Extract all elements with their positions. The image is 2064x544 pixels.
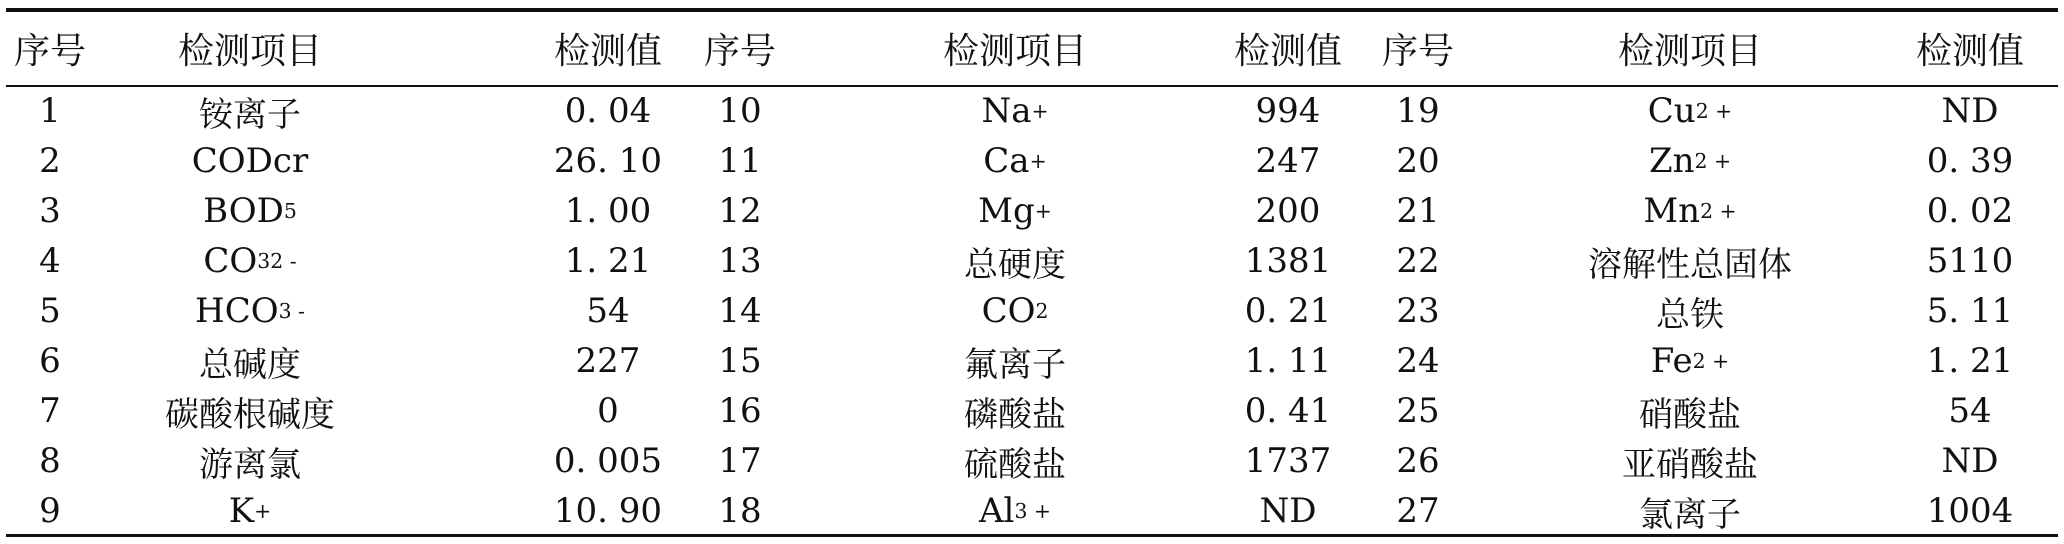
cell-no-1: 4 (39, 241, 61, 281)
cell-value-2: 200 (1255, 191, 1321, 231)
item-base: 总硬度 (964, 244, 1066, 285)
item-base: 磷酸盐 (964, 394, 1066, 435)
item-base: Cu (1647, 91, 1696, 131)
cell-item-3 (1545, 386, 1835, 436)
cell-value-2: 1737 (1244, 441, 1332, 481)
item-base: Zn (1648, 141, 1695, 181)
cell-no-2: 18 (718, 491, 762, 531)
header-value-1: 检测值 (553, 30, 662, 72)
cell-item-2: Al 3 + (979, 491, 1051, 531)
table-bottom-rule (6, 534, 2058, 537)
cell-no-1: 1 (39, 91, 61, 131)
cell-item-1 (150, 386, 350, 436)
header-value-3: 检测值 (1915, 30, 2024, 72)
cell-item-1: K + (228, 491, 272, 531)
cell-no-1: 7 (39, 391, 61, 431)
header-item-3: 检测项目 (1617, 30, 1762, 72)
table-row (0, 236, 2064, 286)
cell-no-1: 3 (39, 191, 61, 231)
cell-value-3: 54 (1948, 391, 1992, 431)
cell-item-3: Fe 2 + (1650, 341, 1730, 381)
cell-value-2: 994 (1255, 91, 1321, 131)
cell-no-2: 17 (718, 441, 762, 481)
cell-no-3: 27 (1396, 491, 1440, 531)
cell-item-2: Na + (981, 91, 1049, 131)
cell-no-3: 21 (1396, 191, 1440, 231)
cell-no-3: 26 (1396, 441, 1440, 481)
item-base: CO (203, 241, 258, 281)
cell-no-3: 24 (1396, 341, 1440, 381)
cell-value-1: 0 (597, 391, 619, 431)
table-row (0, 186, 2064, 236)
cell-no-2: 10 (718, 91, 762, 131)
item-base: CODcr (191, 141, 309, 181)
header-value-2: 检测值 (1233, 30, 1342, 72)
table-row (0, 386, 2064, 436)
item-base: 游离氯 (199, 444, 301, 485)
cell-item-1: HCO 3 - (195, 291, 305, 331)
table-row (0, 86, 2064, 136)
cell-value-3: 0. 39 (1926, 141, 2014, 181)
cell-no-2: 11 (718, 141, 762, 181)
item-base: Mn (1643, 191, 1701, 231)
cell-no-3: 19 (1396, 91, 1440, 131)
cell-item-2: CO 2 (981, 291, 1049, 331)
item-base: Ca (983, 141, 1030, 181)
item-base: 总铁 (1656, 294, 1724, 335)
cell-value-1: 26. 10 (553, 141, 663, 181)
cell-no-2: 12 (718, 191, 762, 231)
cell-value-1: 0. 005 (553, 441, 663, 481)
header-no-1: 序号 (14, 30, 87, 72)
cell-value-3: 5110 (1926, 241, 2014, 281)
item-base: 亚硝酸盐 (1622, 444, 1758, 485)
table-row (0, 436, 2064, 486)
item-base: K (228, 491, 255, 531)
cell-no-3: 25 (1396, 391, 1440, 431)
cell-value-2: 247 (1255, 141, 1321, 181)
cell-item-1 (150, 86, 350, 136)
item-base: Al (979, 491, 1015, 531)
cell-value-3: 0. 02 (1926, 191, 2014, 231)
item-base: 硝酸盐 (1639, 394, 1741, 435)
cell-value-2: 0. 21 (1244, 291, 1332, 331)
cell-value-2: 1381 (1244, 241, 1332, 281)
cell-no-3: 23 (1396, 291, 1440, 331)
item-base: Mg (978, 191, 1035, 231)
item-base: 铵离子 (199, 94, 301, 135)
cell-value-1: 10. 90 (553, 491, 663, 531)
item-base: Fe (1650, 341, 1693, 381)
header-no-3: 序号 (1381, 30, 1454, 72)
cell-no-2: 13 (718, 241, 762, 281)
cell-no-2: 14 (718, 291, 762, 331)
cell-value-1: 227 (575, 341, 641, 381)
cell-no-1: 6 (39, 341, 61, 381)
header-item-1: 检测项目 (177, 30, 322, 72)
cell-item-1 (150, 436, 350, 486)
cell-item-3 (1545, 286, 1835, 336)
cell-value-2: 1. 11 (1244, 341, 1332, 381)
cell-no-1: 2 (39, 141, 61, 181)
cell-item-1: CO 3 2 - (203, 241, 297, 281)
cell-item-2 (870, 236, 1160, 286)
table-row (0, 336, 2064, 386)
item-base: BOD (203, 191, 284, 231)
cell-value-1: 54 (586, 291, 630, 331)
cell-item-1: BOD 5 (203, 191, 297, 231)
cell-value-1: 0. 04 (564, 91, 652, 131)
cell-no-2: 16 (718, 391, 762, 431)
cell-no-2: 15 (718, 341, 762, 381)
table-top-rule (6, 8, 2058, 12)
cell-value-2: ND (1259, 491, 1317, 531)
table-row (0, 136, 2064, 186)
item-base: CO (981, 291, 1036, 331)
header-no-2: 序号 (703, 30, 776, 72)
cell-item-1 (150, 136, 350, 186)
cell-item-2 (870, 436, 1160, 486)
cell-value-3: 1. 21 (1926, 341, 2014, 381)
cell-value-3: 1004 (1926, 491, 2014, 531)
cell-no-1: 5 (39, 291, 61, 331)
cell-value-3: 5. 11 (1926, 291, 2014, 331)
table-row (0, 286, 2064, 336)
cell-item-3: Zn 2 + (1648, 141, 1732, 181)
item-base: 氯离子 (1639, 494, 1741, 535)
cell-value-2: 0. 41 (1244, 391, 1332, 431)
cell-item-1 (150, 336, 350, 386)
cell-item-2 (870, 336, 1160, 386)
cell-no-3: 20 (1396, 141, 1440, 181)
header-item-2: 检测项目 (942, 30, 1087, 72)
item-base: 氟离子 (964, 344, 1066, 385)
cell-value-1: 1. 00 (564, 191, 652, 231)
cell-no-1: 9 (39, 491, 61, 531)
cell-item-2: Ca + (983, 141, 1047, 181)
cell-item-2: Mg + (978, 191, 1052, 231)
item-base: 总碱度 (199, 344, 301, 385)
cell-value-3: ND (1941, 441, 1999, 481)
cell-item-3: Cu 2 + (1647, 91, 1733, 131)
cell-no-3: 22 (1396, 241, 1440, 281)
item-base: Na (981, 91, 1032, 131)
cell-no-1: 8 (39, 441, 61, 481)
table-row (0, 486, 2064, 536)
cell-value-1: 1. 21 (564, 241, 652, 281)
table-header-row (0, 18, 2064, 78)
cell-item-3 (1545, 236, 1835, 286)
item-base: 碳酸根碱度 (165, 394, 335, 435)
item-base: HCO (195, 291, 279, 331)
item-base: 硫酸盐 (964, 444, 1066, 485)
cell-item-3: Mn 2 + (1643, 191, 1737, 231)
item-base: 溶解性总固体 (1588, 244, 1792, 285)
cell-item-2 (870, 386, 1160, 436)
cell-item-3 (1545, 486, 1835, 536)
cell-value-3: ND (1941, 91, 1999, 131)
cell-item-3 (1545, 436, 1835, 486)
